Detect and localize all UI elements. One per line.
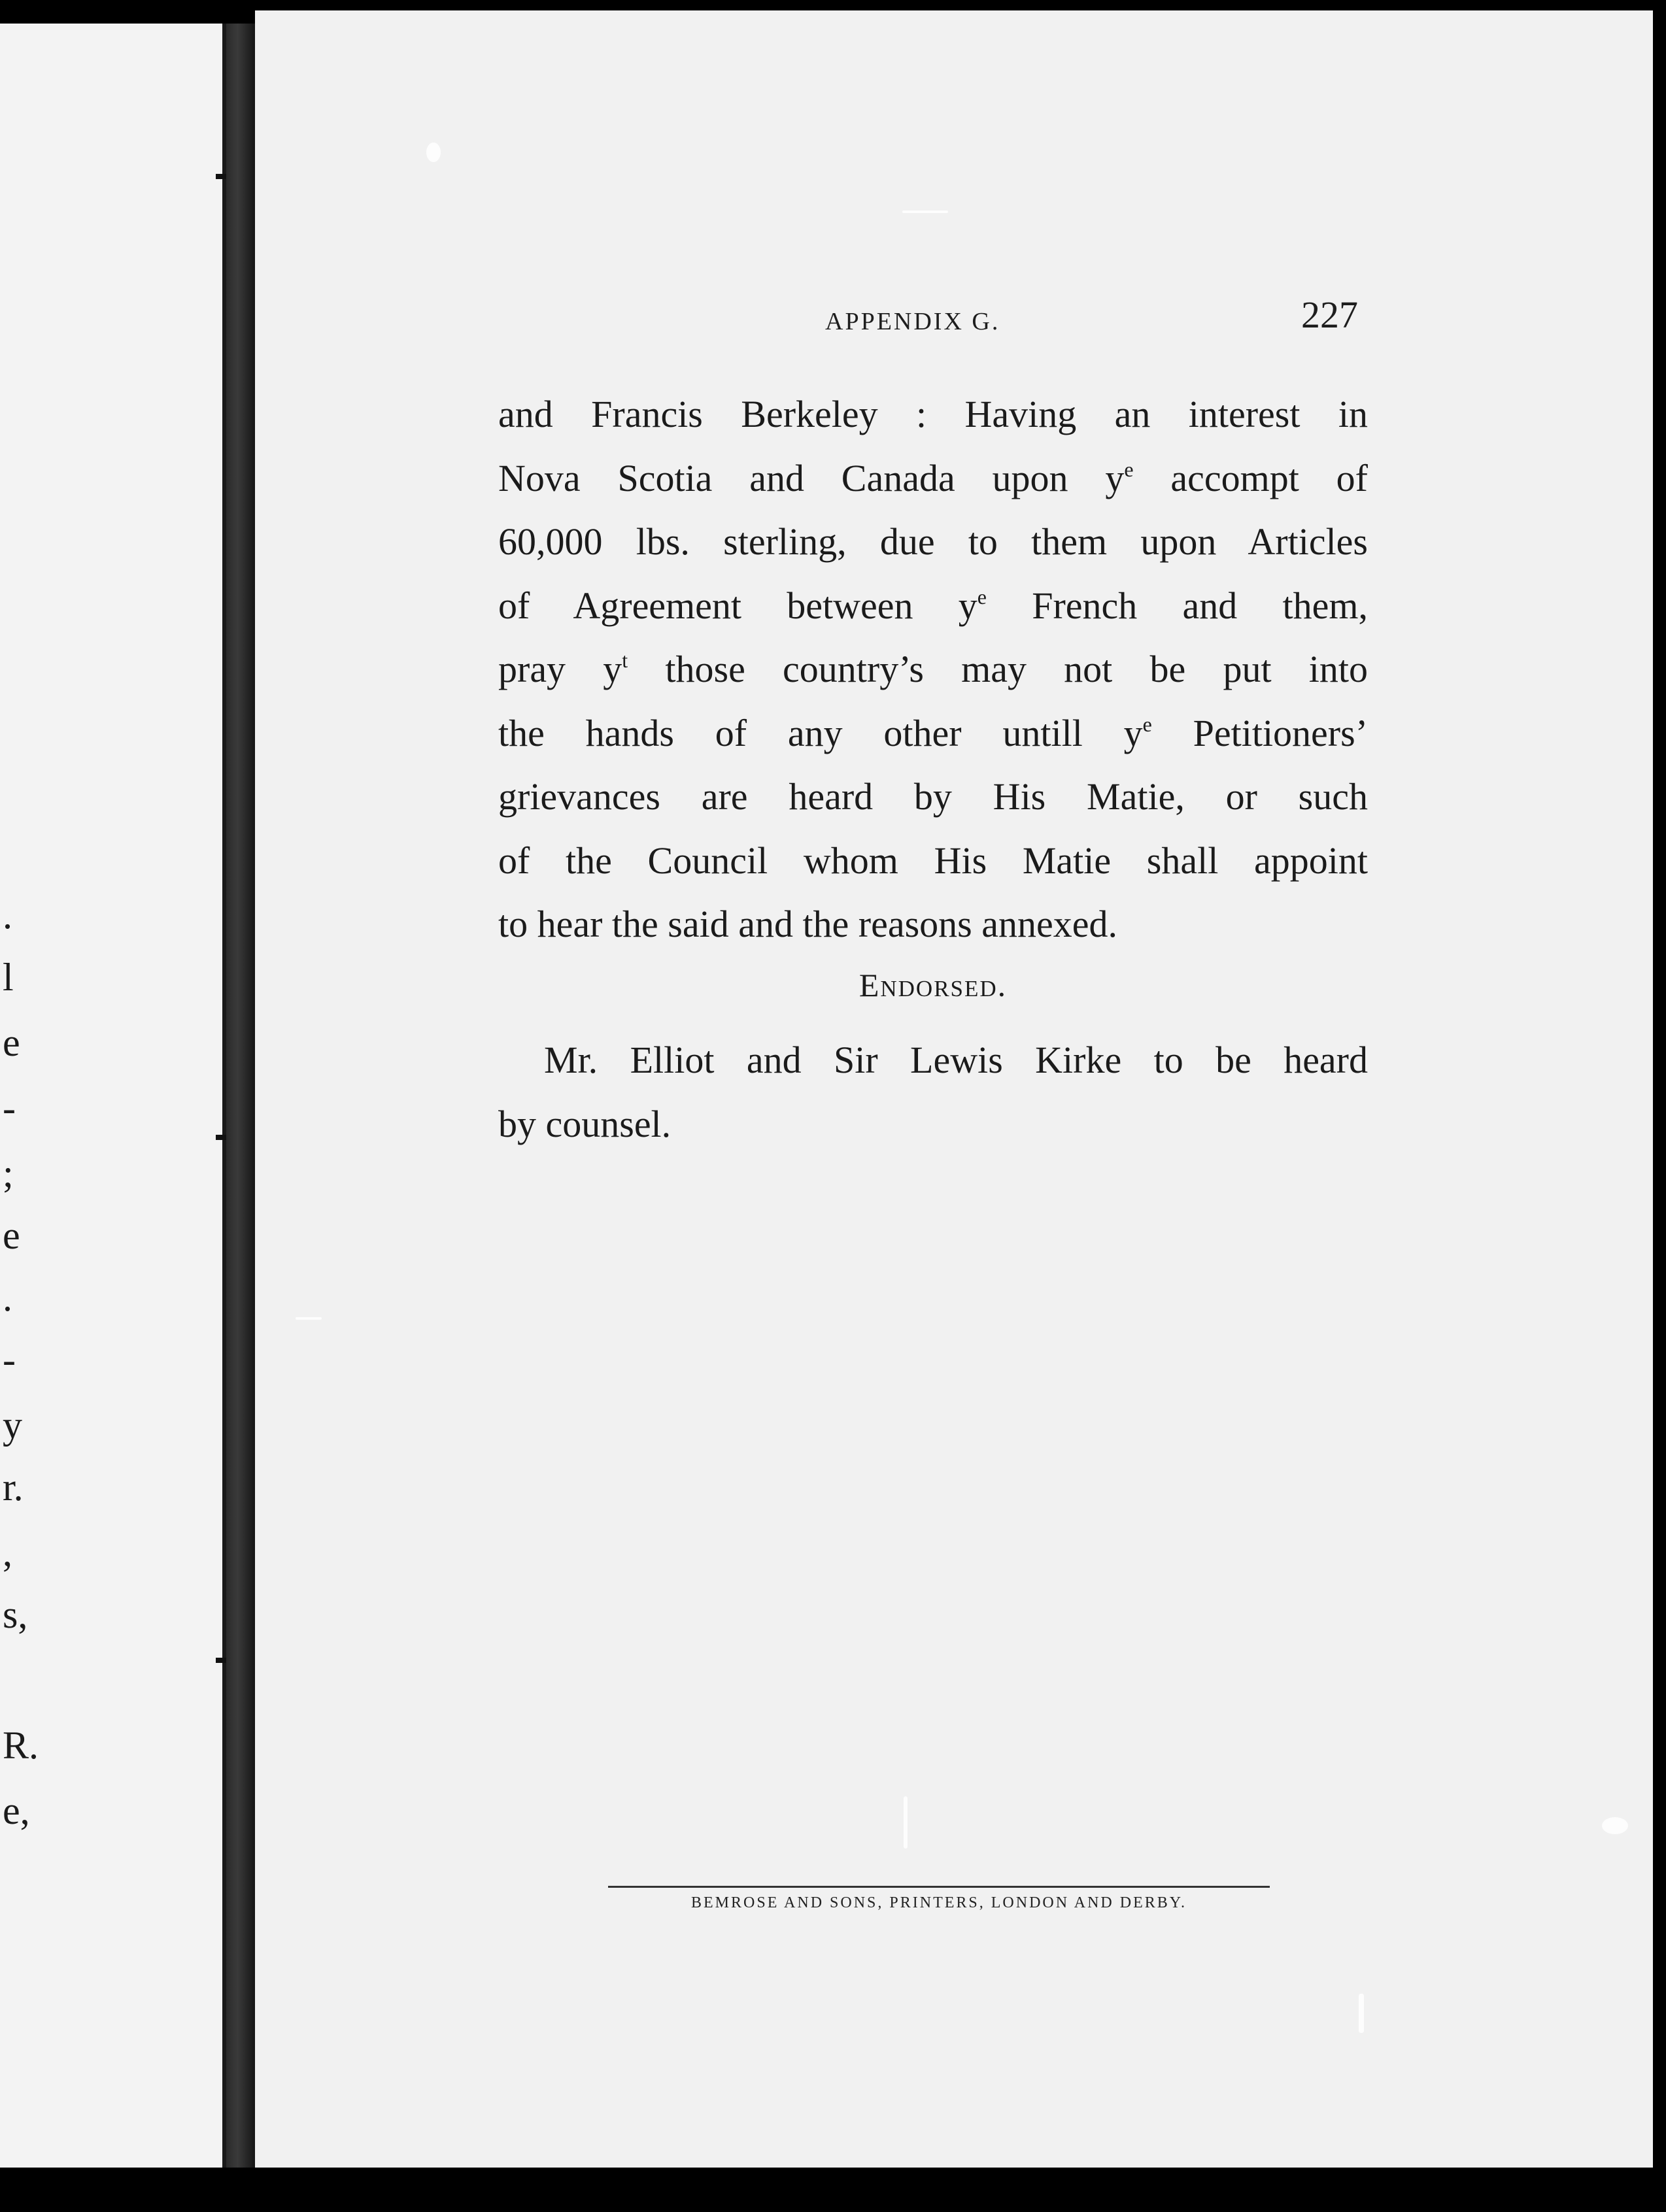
petition-line: Nova Scotia and Canada upon $y^e$ accompt of: [498, 456, 1368, 499]
binding-mark: [216, 174, 226, 179]
scan-speck: [296, 1317, 322, 1320]
petition-line: and Francis Berkeley : Having an interest in: [498, 393, 1368, 435]
previous-page-fragment: e: [3, 1214, 20, 1257]
endorsed-heading: Endorsed.: [858, 967, 1008, 1003]
imprint-rule: [608, 1886, 1270, 1888]
page-number: 227: [1301, 293, 1358, 336]
endorsement-note: [498, 1028, 1368, 1156]
scan-speck: [426, 142, 441, 162]
previous-page-fragment: .: [3, 1276, 12, 1319]
scan-speck: [1602, 1817, 1628, 1834]
binding-mark: [216, 1135, 226, 1140]
petition-line: pray $y^t$ those country’s may not be put into: [498, 648, 1368, 690]
petition-paragraph: [498, 382, 1368, 956]
scan-speck: [904, 1796, 908, 1849]
previous-page-fragment: y: [3, 1403, 22, 1447]
running-header: APPENDIX G.: [825, 308, 1000, 335]
endorsement-line: by counsel.: [498, 1102, 672, 1145]
previous-page-fragment: e,: [3, 1789, 30, 1832]
petition-line: 60,000 lbs. sterling, due to them upon Articles: [498, 520, 1368, 563]
petition-line: of Agreement between $y^e$ French and them,: [498, 584, 1368, 627]
previous-page-fragment: -: [3, 1338, 16, 1381]
petition-line: grievances are heard by His Matie, or such: [498, 775, 1368, 818]
petition-line: of the Council whom His Matie shall appoint: [498, 839, 1368, 882]
previous-page-fragment: r.: [3, 1466, 24, 1509]
endorsement-line: Mr. Elliot and Sir Lewis Kirke to be heard: [544, 1039, 1368, 1081]
previous-page-fragment: R.: [3, 1724, 39, 1767]
printer-imprint: BEMROSE AND SONS, PRINTERS, LONDON AND DERBY.: [691, 1894, 1187, 1911]
page-gutter: [226, 24, 255, 2168]
previous-page-edge: [0, 24, 229, 2168]
previous-page-fragment: e: [3, 1021, 20, 1064]
previous-page-fragment: ,: [3, 1531, 12, 1574]
scan-speck: [1359, 1994, 1364, 2033]
previous-page-fragment: .: [3, 894, 12, 937]
scan-speck: [902, 210, 948, 213]
previous-page-fragment: ;: [3, 1152, 14, 1195]
petition-line: the hands of any other untill $y^e$ Petitioners’: [498, 711, 1368, 754]
binding-mark: [216, 1658, 226, 1663]
petition-line: to hear the said and the reasons annexed.: [498, 903, 1117, 945]
previous-page-fragment: -: [3, 1086, 16, 1130]
previous-page-fragment: l: [3, 956, 14, 999]
previous-page-fragment: s,: [3, 1593, 28, 1636]
